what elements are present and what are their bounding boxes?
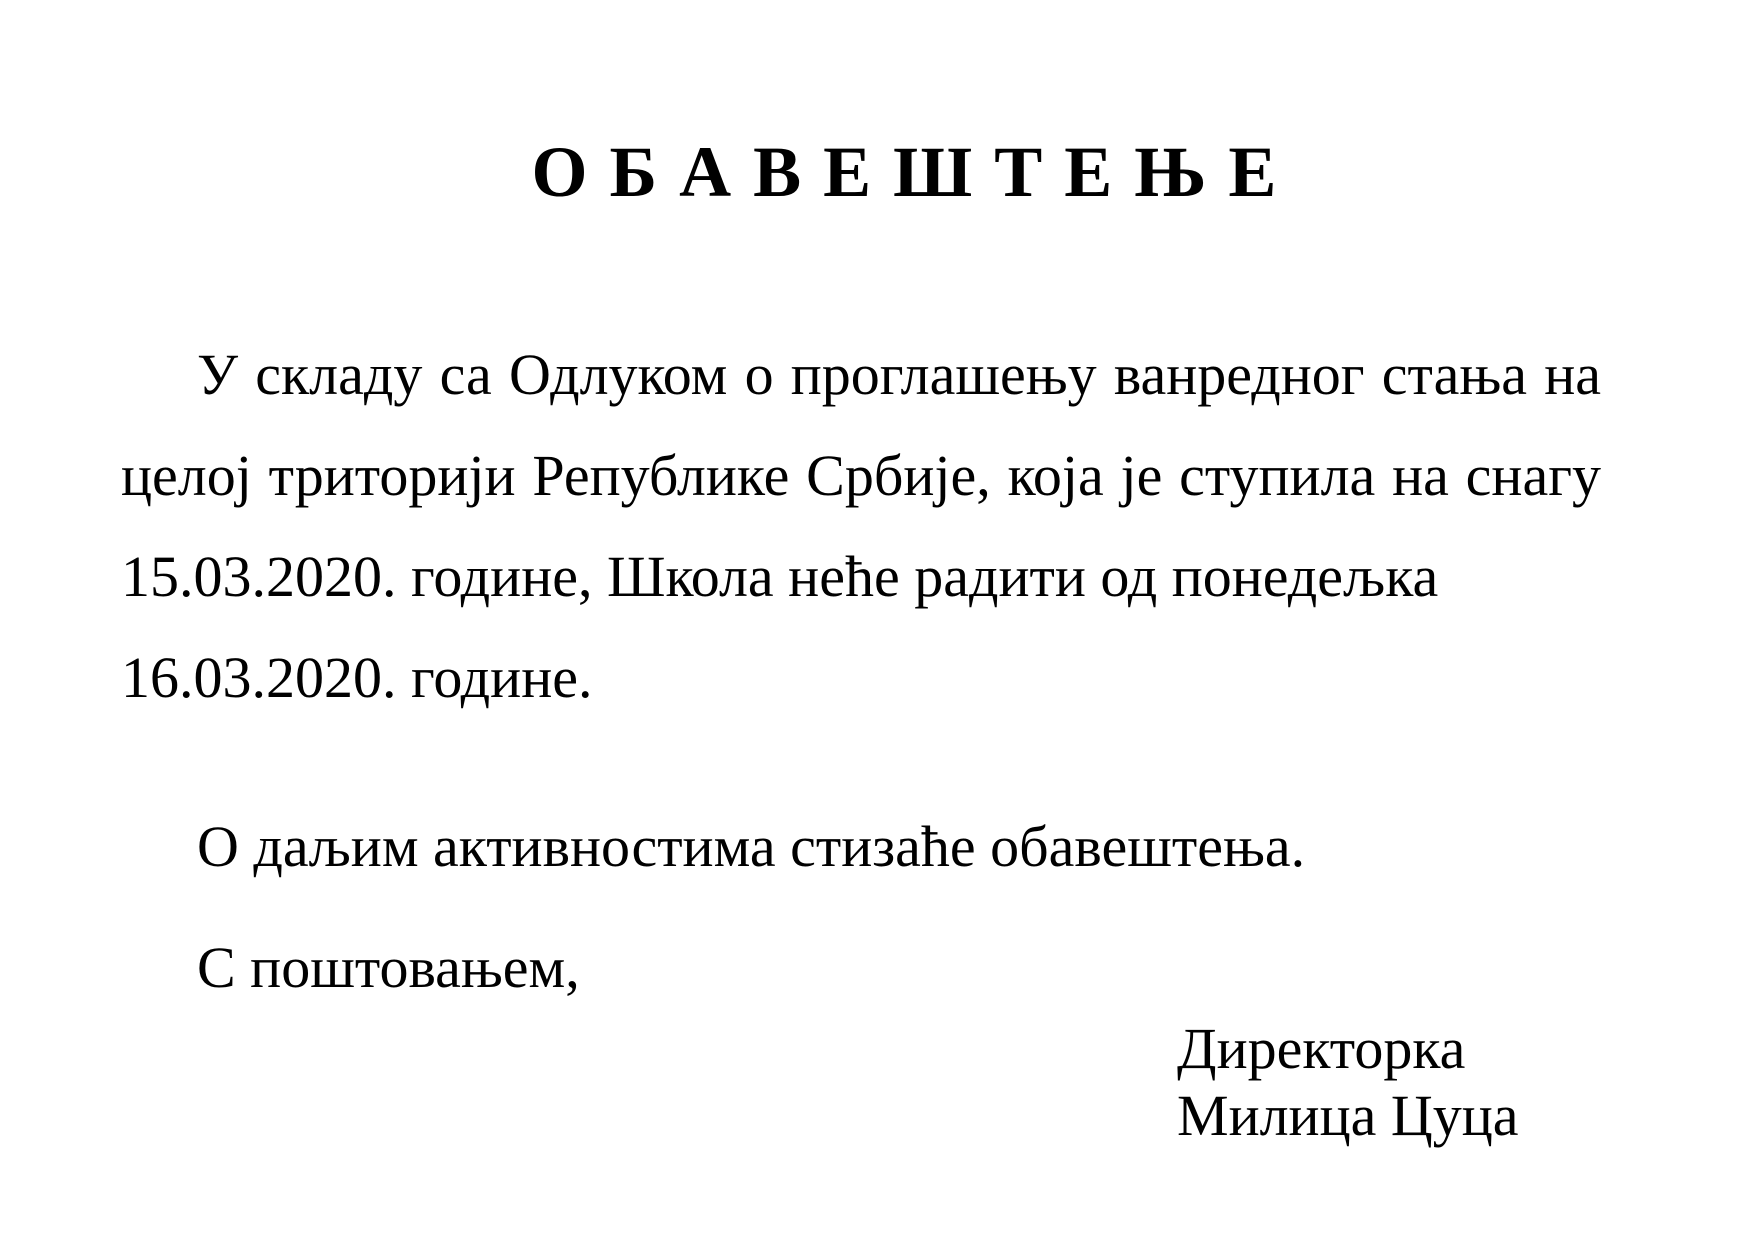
paragraph-line: целој триторији Републике Србије, која је ступила на снагу	[121, 443, 1601, 508]
signature-role: Директорка	[1177, 1016, 1466, 1081]
paragraph-line: У складу са Одлуком о проглашењу ванредног стања на	[197, 342, 1601, 407]
paragraph-line: 15.03.2020. године, Школа неће радити од понедељка	[121, 544, 1439, 609]
paragraph-line: 16.03.2020. године.	[121, 645, 593, 710]
signature-name: Милица Цуца	[1177, 1083, 1519, 1148]
followup-text: О даљим активностима стизаће обавештења.	[197, 814, 1306, 879]
closing-text: С поштовањем,	[197, 935, 580, 1000]
notice-title: О Б А В Е Ш Т Е Њ Е	[531, 132, 1279, 212]
